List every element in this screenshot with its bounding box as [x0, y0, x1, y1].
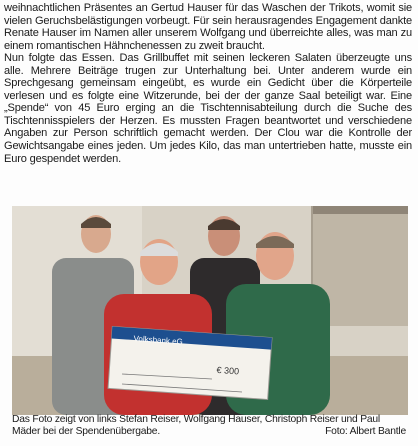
donation-check — [108, 326, 272, 399]
donation-photo — [12, 206, 408, 415]
check-amount: € 300 — [216, 364, 240, 377]
article-paragraph-1: weihnachtlichen Präsentes an Gertud Hauser für das Waschen der Trikots, womit sie vielen Geruchsbelästigungen vorbeugt. Für sein herausragendes Engagement dankte Renate Hauser im Namen aller unserem Wolfgang und überreichte alles, was man zu einem romantischen Hähnchenessen zu zweit braucht. — [4, 2, 412, 52]
photo-caption — [12, 414, 408, 438]
check-bank-name: Volksbank eG — [133, 334, 184, 347]
article-paragraph-2: Nun folgte das Essen. Das Grillbuffet mit seinen leckeren Salaten überzeugte uns alle. Mehrere Beiträge trugen zur Unterhaltung bei. Unter anderem wurde ein Sprechgesang gemeinsam eingeübt, es wurde ein Gedicht über die Körperteile verlesen und es folgte eine Witzerunde, bei der der ganze Saal beteiligt war. Eine „Spende“ von 45 Euro erging an die Tischtennisabteilung durch die Suche des Tischtennisspielers der Herzen. Es mussten Fragen beantwortet und verschiedene Angaben zur Person schriftlich gemacht werden. Der Clou war die Kontrolle der Gewichtsangabe eines jeden. Um jedes Kilo, das man untertrieben hatte, musste ein Euro gespendet werden. — [4, 52, 412, 165]
caption-text: Das Foto zeigt von links Stefan Reiser, Wolfgang Hauser, Christoph Reiser und Paul Mäder bei der Spendenübergabe. — [12, 414, 381, 437]
article-body — [4, 2, 412, 165]
photo-credit: Foto: Albert Bantle — [325, 426, 406, 437]
